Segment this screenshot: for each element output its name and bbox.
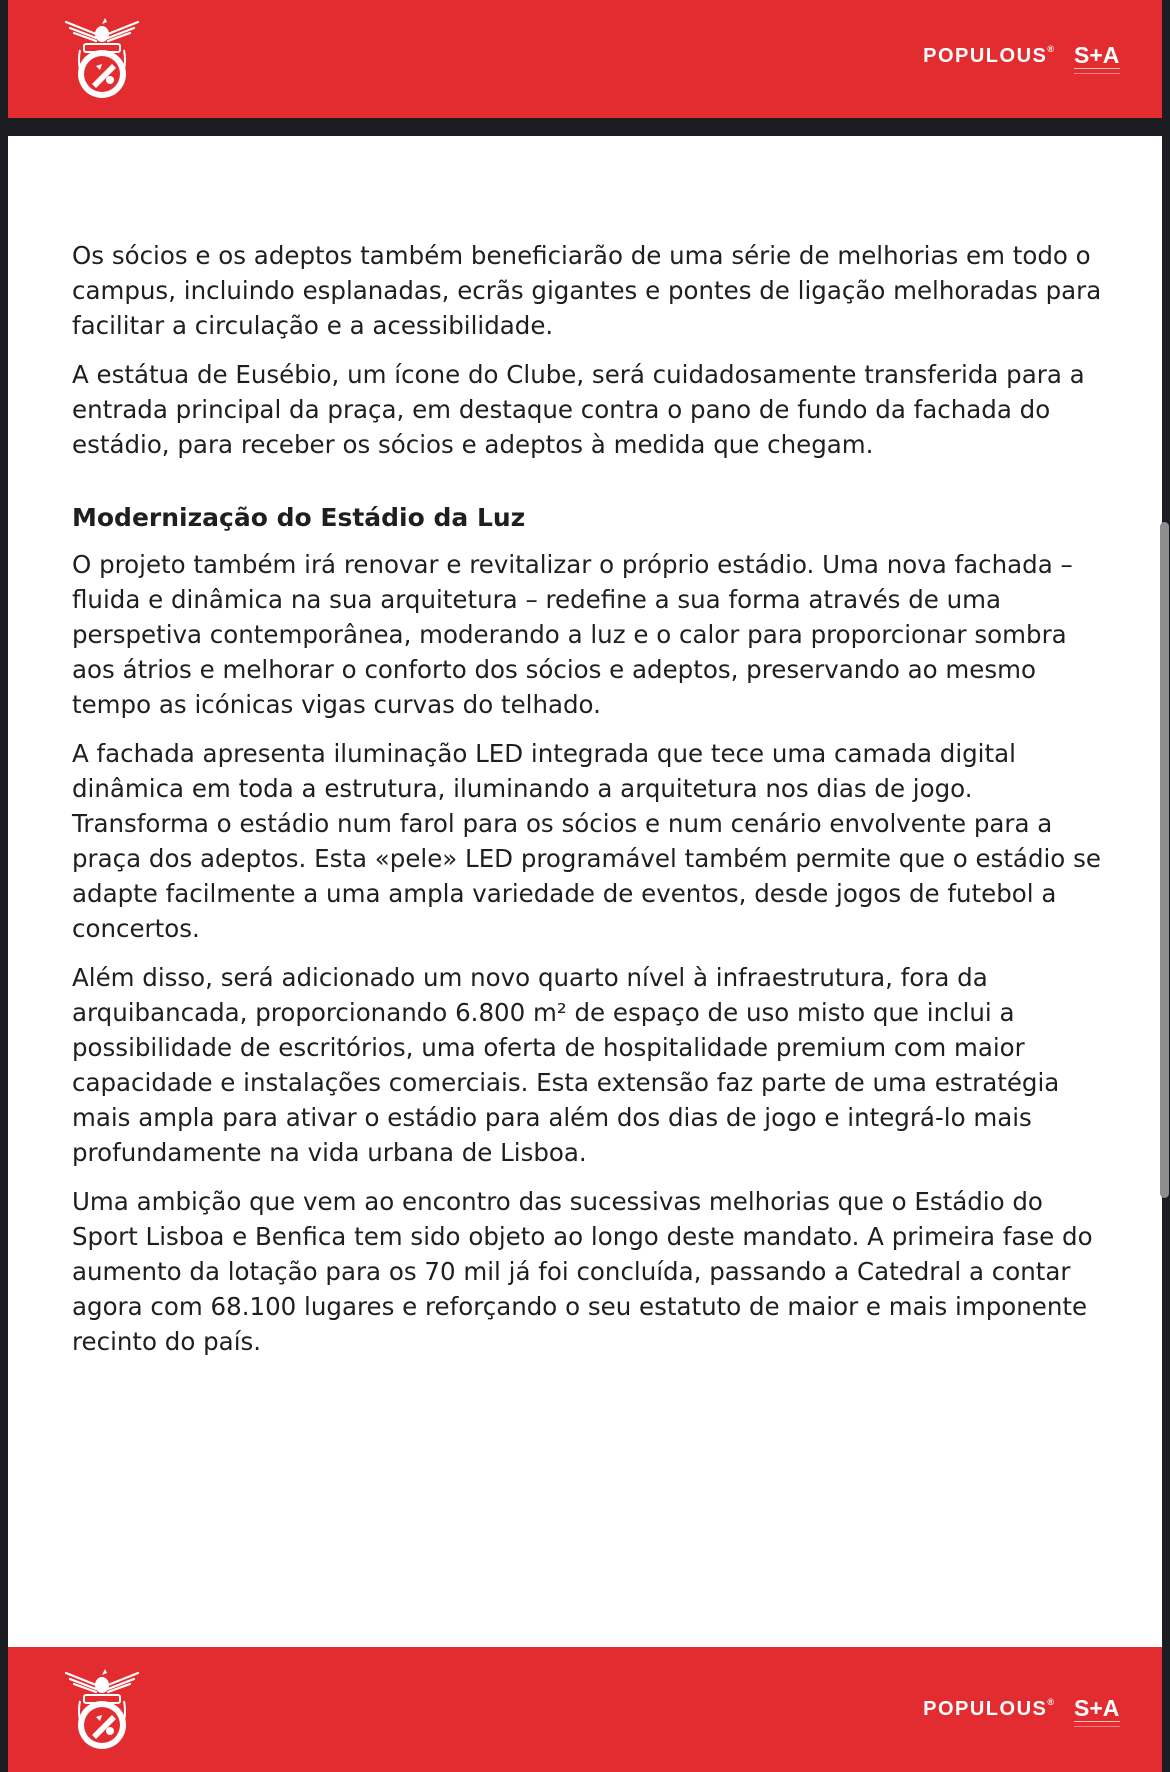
populous-logo xyxy=(923,1697,1054,1721)
sa-logo xyxy=(1074,1697,1120,1727)
populous-logo xyxy=(923,44,1054,68)
benfica-crest-icon xyxy=(56,1665,148,1757)
populous-wordmark: POPULOUS xyxy=(923,1698,1048,1720)
sa-logo xyxy=(1074,44,1120,74)
vertical-scrollbar[interactable] xyxy=(1160,522,1169,1198)
header-band xyxy=(8,0,1162,118)
sa-wordmark: S+A xyxy=(1074,42,1120,68)
paragraph-eusebio-statue: A estátua de Eusébio, um ícone do Clube, será cuidadosamente transferida para a entrada principal da praça, em destaque contra o pano de fundo da fachada do estádio, para receber os sócios e adeptos à medida que chegam. xyxy=(72,360,1085,459)
document-page xyxy=(8,136,1162,1647)
paragraph-capacity: Uma ambição que vem ao encontro das sucessivas melhorias que o Estádio do Sport Lisboa e Benfica tem sido objeto ao longo deste mandato. A primeira fase do aumento da lotação para os 70 mil já foi concluída, passando a Catedral a contar agora com 68.100 lugares e reforçando o seu estatuto de maior e mais imponente recinto do país. xyxy=(72,1187,1093,1356)
sa-subline xyxy=(1074,68,1120,74)
paragraph-led-lighting: A fachada apresenta iluminação LED integrada que tece uma camada digital dinâmica em toda a estrutura, iluminando a arquitetura nos dias de jogo. Transforma o estádio num farol para os sócios e num cenário envolvente para a praça dos adeptos. Esta «pele» LED programável também permite que o estádio se adapte facilmente a uma ampla variedade de eventos, desde jogos de futebol a concertos. xyxy=(72,739,1101,943)
partner-logos xyxy=(923,44,1120,74)
populous-wordmark: POPULOUS xyxy=(923,45,1048,67)
paragraph-campus: Os sócios e os adeptos também beneficiarão de uma série de melhorias em todo o campus, incluindo esplanadas, ecrãs gigantes e pontes de ligação melhoradas para facilitar a circulação e a acessibilidade. xyxy=(72,241,1102,340)
partner-logos xyxy=(923,1697,1120,1727)
paragraph-facade: O projeto também irá renovar e revitalizar o próprio estádio. Uma nova fachada – fluida e dinâmica na sua arquitetura – redefine a sua forma através de uma perspetiva contemporânea, moderando a luz e o calor para proporcionar sombra aos átrios e melhorar o conforto dos sócios e adeptos, preservando ao mesmo tempo as icónicas vigas curvas do telhado. xyxy=(72,550,1073,719)
sa-wordmark: S+A xyxy=(1074,1695,1120,1721)
benfica-crest-icon xyxy=(56,14,148,106)
footer-band xyxy=(8,1647,1162,1772)
article-body xyxy=(72,238,1112,1373)
document-frame xyxy=(8,0,1162,1772)
registered-mark: ® xyxy=(1047,1697,1054,1707)
registered-mark: ® xyxy=(1047,44,1054,54)
section-heading: Modernização do Estádio da Luz xyxy=(72,503,526,532)
sa-subline xyxy=(1074,1721,1120,1727)
paragraph-fourth-level: Além disso, será adicionado um novo quarto nível à infraestrutura, fora da arquibancada, proporcionando 6.800 m² de espaço de uso misto que inclui a possibilidade de escritórios, uma oferta de hospitalidade premium com maior capacidade e instalações comerciais. Esta extensão faz parte de uma estratégia mais ampla para ativar o estádio para além dos dias de jogo e integrá-lo mais profundamente na vida urbana de Lisboa. xyxy=(72,963,1060,1167)
